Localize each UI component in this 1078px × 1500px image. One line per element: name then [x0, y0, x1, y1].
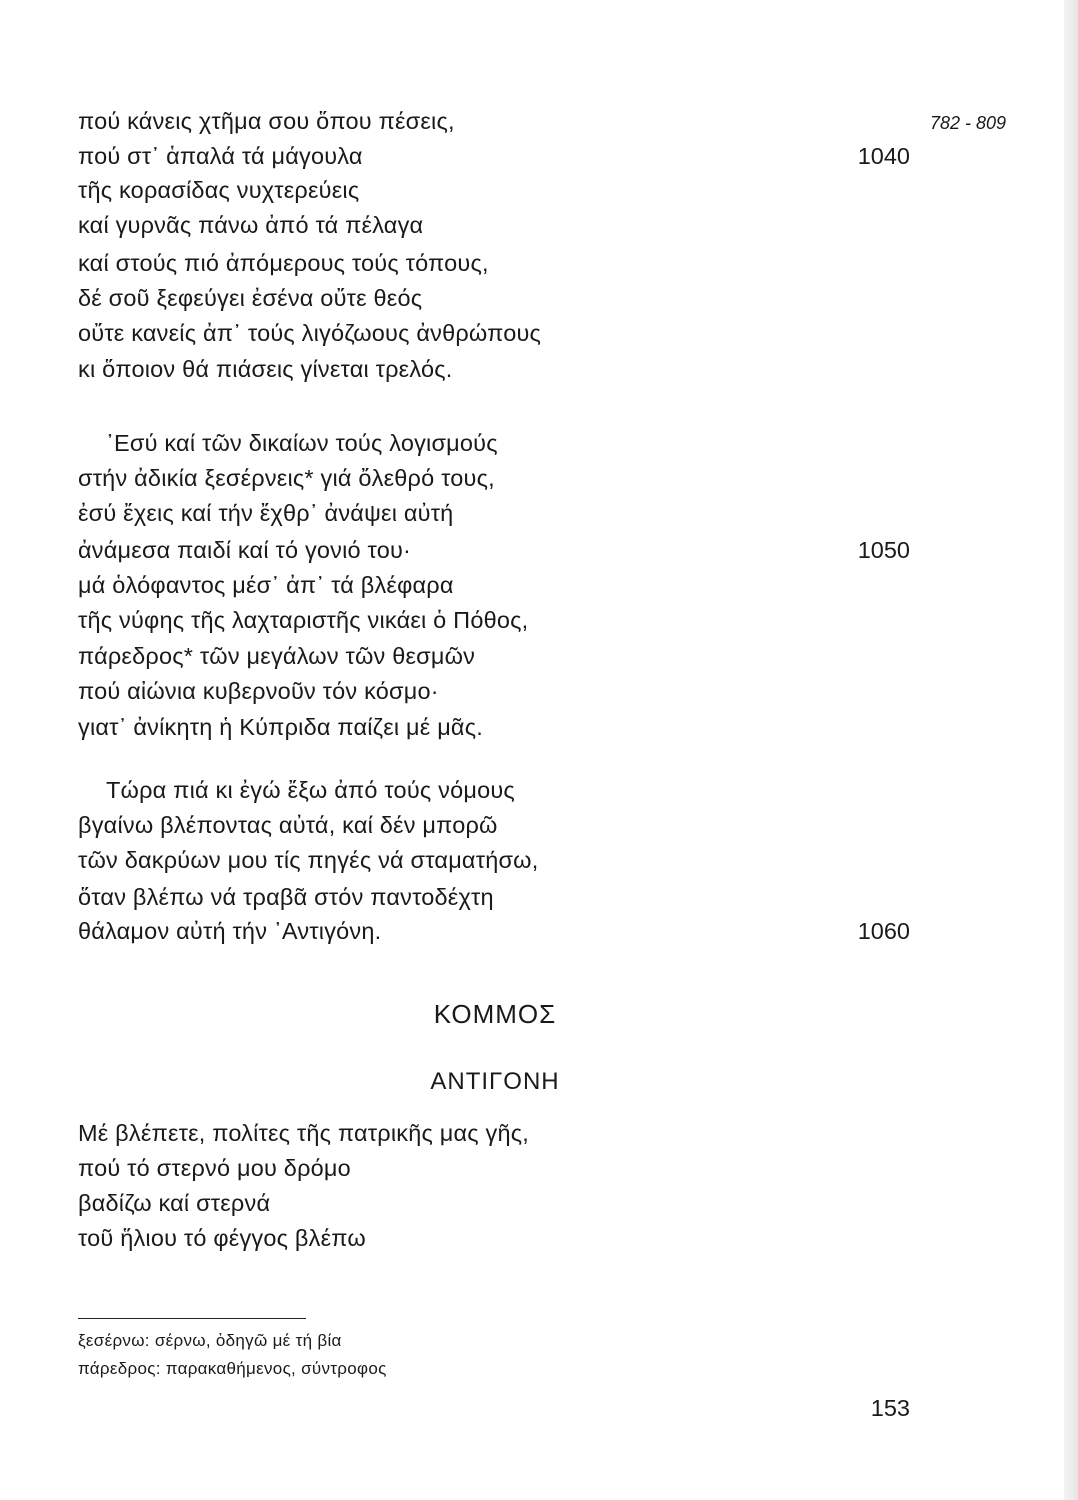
verse-line: πάρεδρος* τῶν μεγάλων τῶν θεσμῶν — [78, 643, 476, 669]
verse-line: ᾽Εσύ καί τῶν δικαίων τούς λογισμούς — [106, 430, 498, 456]
page-number: 153 — [870, 1395, 910, 1421]
verse-line: τῶν δακρύων μου τίς πηγές νά σταματήσω, — [78, 847, 539, 873]
footnote-rule — [78, 1318, 306, 1319]
line-number-1050: 1050 — [857, 537, 910, 563]
verse-line: κι ὅποιον θά πιάσεις γίνεται τρελός. — [78, 356, 453, 382]
verse-line: θάλαμον αὐτή τήν ᾽Αντιγόνη. — [78, 918, 382, 944]
verse-line: πού αἰώνια κυβερνοῦν τόν κόσμο· — [78, 678, 439, 704]
verse-line: τῆς νύφης τῆς λαχταριστῆς νικάει ὁ Πόθος, — [78, 607, 529, 633]
footnote: πάρεδρος: παρακαθήμενος, σύντροφος — [78, 1359, 387, 1378]
page-edge-shadow — [1064, 0, 1078, 1500]
footnote: ξεσέρνω: σέρνω, ὁδηγῶ μέ τή βία — [78, 1331, 342, 1350]
verse-line: Μέ βλέπετε, πολίτες τῆς πατρικῆς μας γῆς, — [78, 1120, 529, 1146]
verse-line: Τώρα πιά κι ἐγώ ἔξω ἀπό τούς νόμους — [106, 777, 515, 803]
line-number-1040: 1040 — [857, 143, 910, 169]
verse-line: τοῦ ἥλιου τό φέγγος βλέπω — [78, 1225, 366, 1251]
verse-line: ἀνάμεσα παιδί καί τό γονιό του· — [78, 537, 412, 563]
verse-line: πού κάνεις χτῆμα σου ὅπου πέσεις, — [78, 108, 455, 134]
verse-line: καί στούς πιό ἀπόμερους τούς τόπους, — [78, 250, 489, 276]
verse-line: τῆς κορασίδας νυχτερεύεις — [78, 177, 360, 203]
verse-line: καί γυρνᾶς πάνω ἀπό τά πέλαγα — [78, 212, 424, 238]
verse-line: πού τό στερνό μου δρόμο — [78, 1155, 351, 1181]
speaker-name: ΑΝΤΙΓΟΝΗ — [430, 1068, 560, 1095]
line-number-1060: 1060 — [857, 918, 910, 944]
verse-line: βαδίζω καί στερνά — [78, 1190, 271, 1216]
verse-line: οὔτε κανείς ἀπ᾽ τούς λιγόζωους ἀνθρώπους — [78, 320, 542, 346]
verse-line: δέ σοῦ ξεφεύγει ἐσένα οὔτε θεός — [78, 285, 423, 311]
verse-line: γιατ᾽ ἀνίκητη ἡ Κύπριδα παίζει μέ μᾶς. — [78, 714, 483, 740]
verse-line: στήν ἀδικία ξεσέρνεις* γιά ὄλεθρό τους, — [78, 465, 495, 491]
section-title: ΚΟΜΜΟΣ — [433, 999, 557, 1029]
verse-line: μά ὁλόφαντος μέσ᾽ ἀπ᾽ τά βλέφαρα — [78, 572, 454, 598]
verse-line: ὅταν βλέπω νά τραβᾶ στόν παντοδέχτη — [78, 884, 494, 910]
verse-line: ἐσύ ἔχεις καί τήν ἔχθρ᾽ ἀνάψει αὐτή — [78, 500, 454, 526]
verse-line: πού στ᾽ ἁπαλά τά μάγουλα — [78, 143, 363, 169]
verse-reference: 782 - 809 — [930, 113, 1007, 133]
verse-line: βγαίνω βλέποντας αὐτά, καί δέν μπορῶ — [78, 812, 498, 838]
